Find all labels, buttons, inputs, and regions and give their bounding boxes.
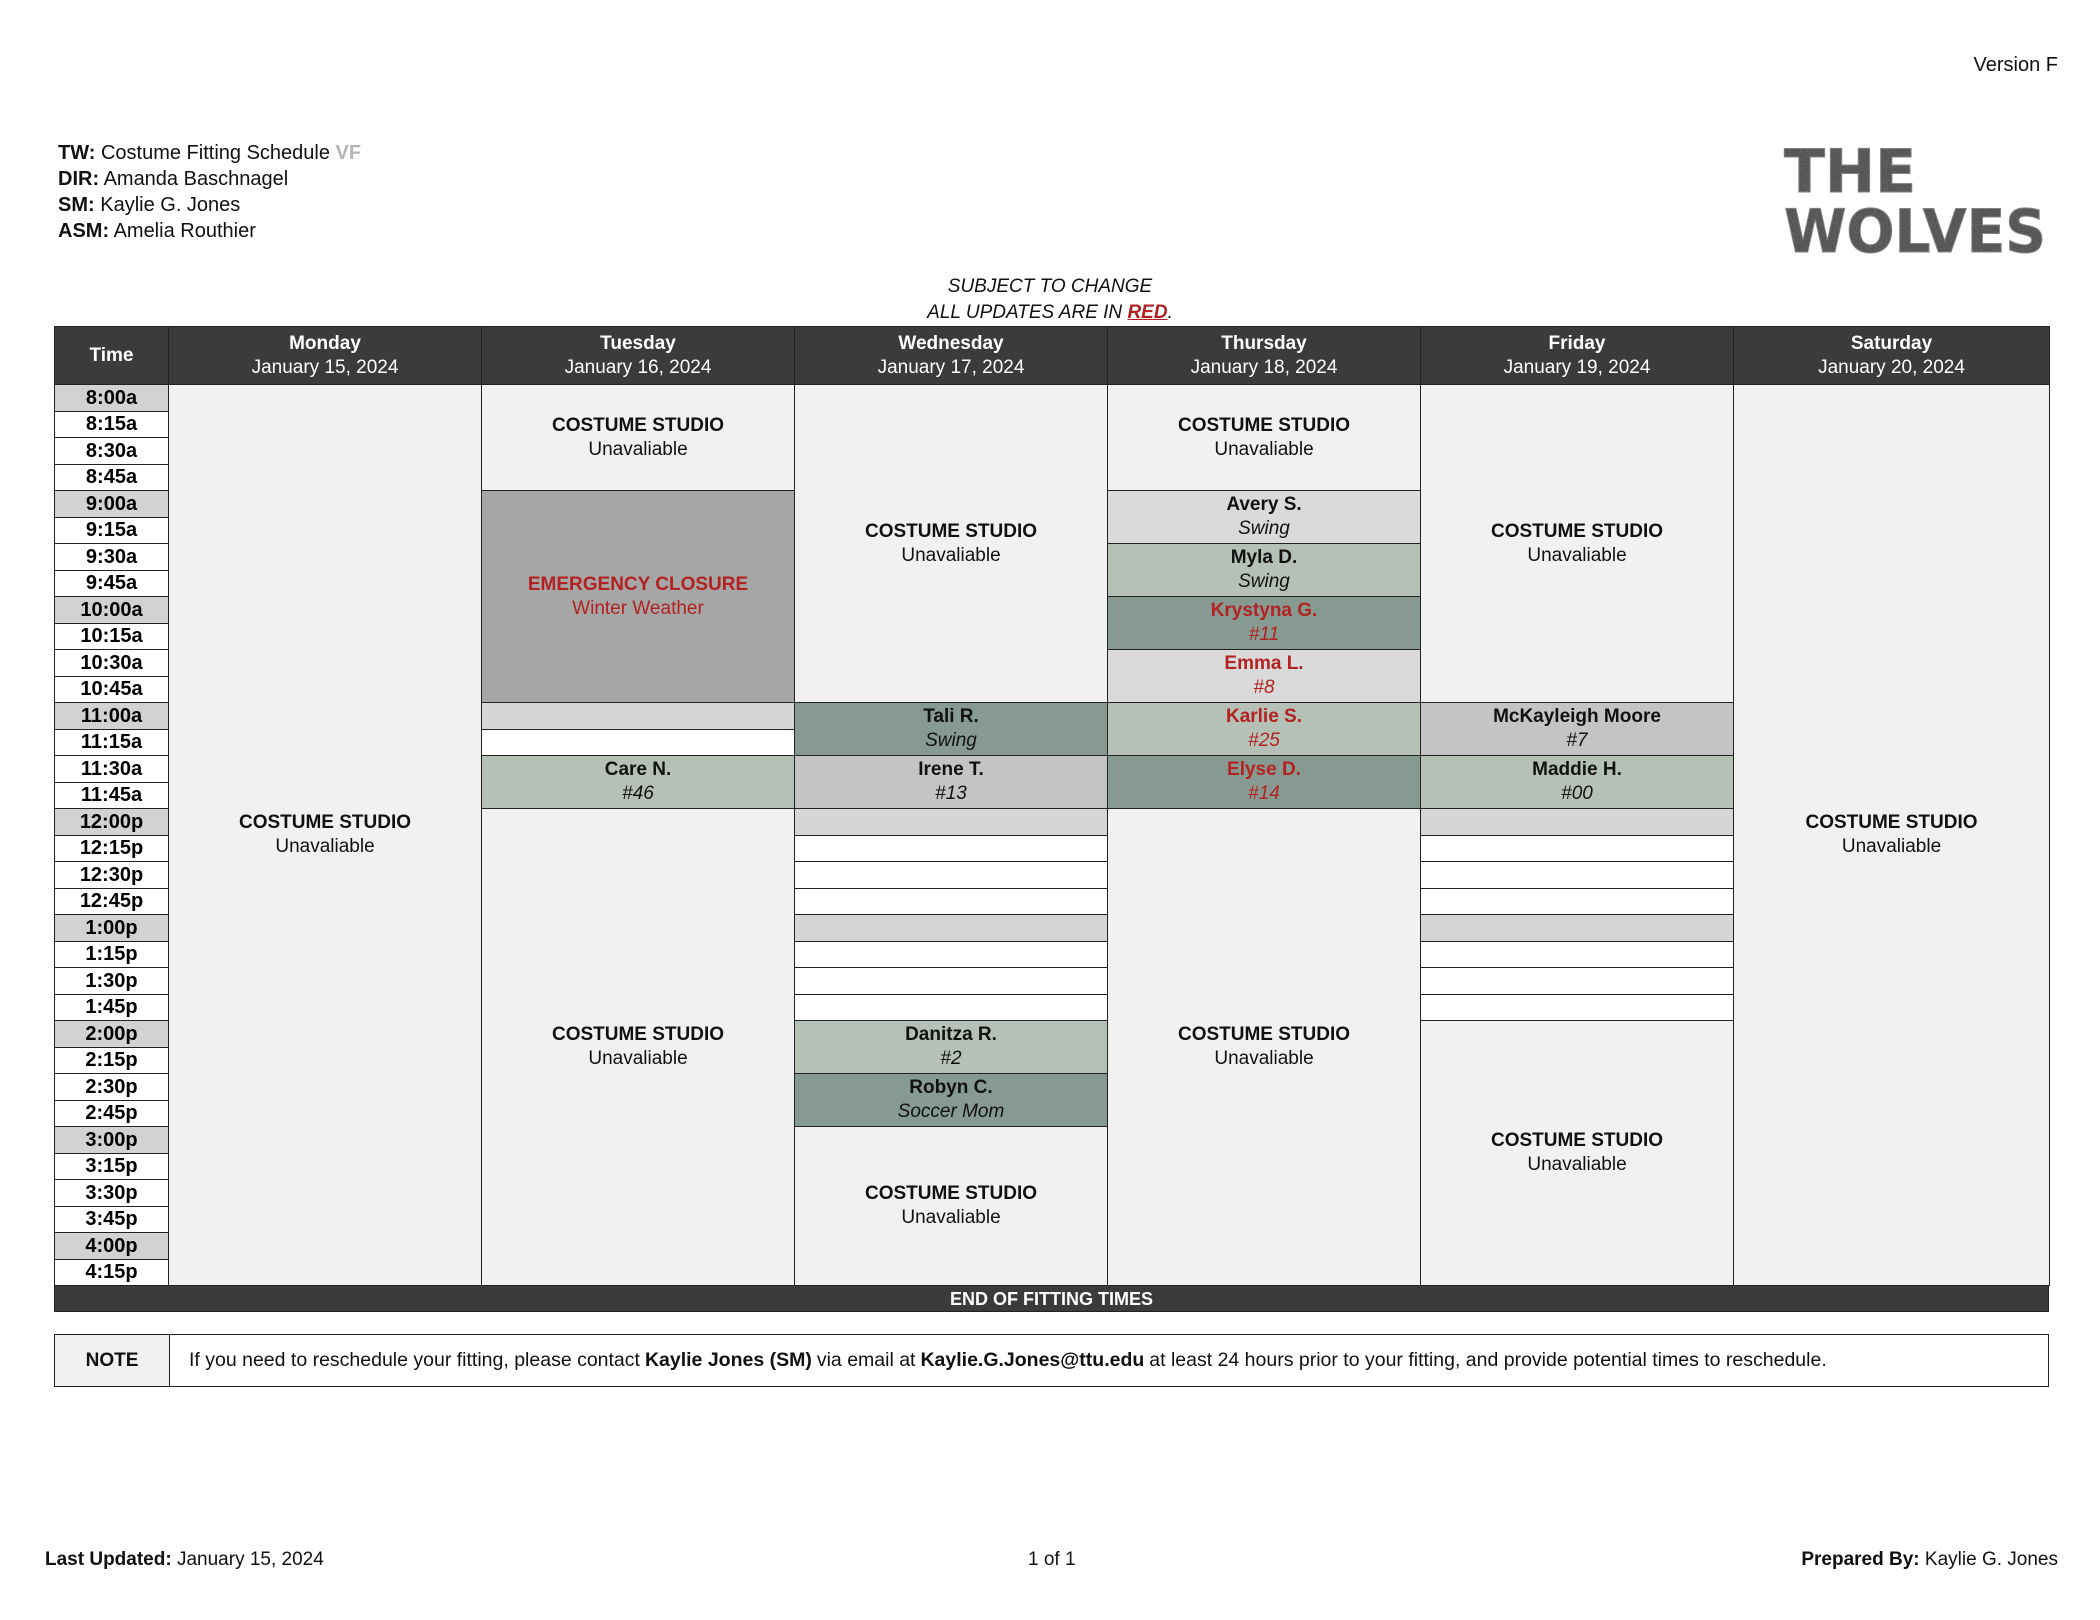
open-slot[interactable] [481,702,795,730]
block-detail: Swing [1238,571,1290,592]
block-name: COSTUME STUDIO [1490,1130,1664,1151]
day-header-wednesday [794,326,1108,385]
day-date: January 17, 2024 [877,356,1025,378]
block-detail: Unavaliable [1527,1154,1627,1175]
costume-studio-unavailable-block [168,384,482,1286]
time-slot: 9:30a [54,543,169,571]
block-detail: #25 [1248,730,1280,751]
block-name: Tali R. [923,706,979,727]
block-detail: Unavaliable [1841,836,1942,857]
block-name: Danitza R. [905,1024,997,1045]
the-wolves-logo [1782,140,2050,258]
costume-studio-unavailable-block [794,1126,1108,1286]
note-contact: Kaylie Jones (SM) [644,1349,812,1371]
block-name: COSTUME STUDIO [1805,812,1978,833]
time-slot: 10:15a [54,623,169,651]
fitting-appointment[interactable] [1107,755,1421,809]
tw-line: TW: Costume Fitting Schedule VF [58,142,362,164]
time-slot: 11:15a [54,729,169,757]
time-slot: 8:30a [54,437,169,465]
open-slot[interactable] [794,861,1108,889]
open-slot[interactable] [1420,914,1734,942]
sm-line: SM: Kaylie G. Jones [58,194,241,216]
day-header-monday [168,326,482,385]
page-number: 1 of 1 [1028,1549,1076,1570]
time-slot: 1:00p [54,914,169,942]
block-name: COSTUME STUDIO [864,520,1038,542]
block-detail: Swing [925,730,977,751]
open-slot[interactable] [794,888,1108,916]
block-name: COSTUME STUDIO [1490,520,1664,542]
time-slot: 10:45a [54,676,169,704]
fitting-appointment[interactable] [1420,702,1734,756]
block-name: Karlie S. [1225,706,1303,727]
version-label: Version F [1973,54,2058,76]
block-detail: Unavaliable [1214,1048,1314,1069]
time-slot: 9:00a [54,490,169,518]
block-name: COSTUME STUDIO [1177,1024,1351,1045]
costume-studio-unavailable-block [481,808,795,1286]
block-name: Care N. [604,759,672,780]
block-detail: #2 [940,1048,962,1069]
production-info [58,140,361,244]
block-name: COSTUME STUDIO [238,812,412,833]
open-slot[interactable] [794,967,1108,995]
block-detail: #7 [1566,730,1588,751]
open-slot[interactable] [1420,967,1734,995]
block-name: EMERGENCY CLOSURE [527,573,749,595]
open-slot[interactable] [794,941,1108,969]
block-name: COSTUME STUDIO [551,1024,725,1045]
costume-studio-unavailable-block [794,384,1108,703]
block-name: Irene T. [918,759,984,780]
block-detail: Swing [1238,518,1290,539]
time-slot: 2:00p [54,1020,169,1048]
time-slot: 10:00a [54,596,169,624]
time-slot: 9:45a [54,570,169,598]
day-name: Time [89,344,134,366]
day-name: Friday [1548,332,1606,354]
fitting-appointment[interactable] [1420,755,1734,809]
time-slot: 11:45a [54,782,169,810]
logo-line-2: WOLVES [1784,197,2046,258]
block-detail: Winter Weather [572,597,704,619]
time-slot: 12:00p [54,808,169,836]
block-detail: #11 [1248,624,1280,645]
open-slot[interactable] [794,835,1108,863]
open-slot[interactable] [794,914,1108,942]
fitting-appointment[interactable] [1107,543,1421,597]
fitting-schedule-grid [54,326,2049,1309]
fitting-appointment[interactable] [481,755,795,809]
day-name: Tuesday [600,332,676,354]
time-slot: 8:00a [54,384,169,412]
block-detail: Unavaliable [275,836,375,857]
last-updated: Last Updated: January 15, 2024 [45,1549,324,1570]
fitting-appointment[interactable] [1107,649,1421,703]
open-slot[interactable] [1420,888,1734,916]
open-slot[interactable] [1420,861,1734,889]
time-column-header [54,326,169,385]
time-slot: 1:45p [54,994,169,1022]
logo-line-1: THE [1784,140,1917,207]
time-slot: 3:30p [54,1179,169,1207]
block-name: Elyse D. [1227,759,1301,780]
block-detail: Soccer Mom [897,1101,1005,1122]
time-slot: 4:00p [54,1232,169,1260]
day-name: Thursday [1221,332,1307,354]
open-slot[interactable] [794,808,1108,836]
day-name: Saturday [1850,332,1933,354]
day-date: January 18, 2024 [1190,356,1338,378]
prepared-by: Prepared By: Kaylie G. Jones [1801,1549,2058,1570]
block-name: Maddie H. [1532,759,1622,780]
note-text: If you need to reschedule your fitting, please contact Kaylie Jones (SM) via email at Kaylie.G.Jones@ttu.edu at least 24 hours prior to your fitting, and provide potential times to reschedule. [189,1349,1827,1371]
time-slot: 3:15p [54,1153,169,1181]
block-detail: #14 [1248,783,1280,804]
block-detail: Unavaliable [1214,438,1314,460]
block-detail: #00 [1561,783,1593,804]
fitting-appointment[interactable] [1107,596,1421,650]
time-slot: 11:00a [54,702,169,730]
time-slot: 12:15p [54,835,169,863]
costume-studio-unavailable-block [1420,1020,1734,1286]
costume-studio-unavailable-block [1107,808,1421,1286]
day-name: Monday [289,332,361,354]
block-detail: Unavaliable [1527,544,1627,566]
day-header-tuesday [481,326,795,385]
subject-to-change-notice: SUBJECT TO CHANGE ALL UPDATES ARE IN RED. [927,276,1173,323]
time-slot: 10:30a [54,649,169,677]
costume-studio-unavailable-block [1107,384,1421,491]
day-name: Wednesday [898,332,1004,354]
open-slot[interactable] [1420,994,1734,1022]
costume-studio-unavailable-block [1733,384,2050,1286]
block-name: Krystyna G. [1210,600,1318,621]
block-detail: Unavaliable [588,438,688,460]
costume-studio-unavailable-block [481,384,795,491]
open-slot[interactable] [794,994,1108,1022]
block-detail: #8 [1253,677,1275,698]
day-date: January 20, 2024 [1818,356,1965,378]
time-slot: 3:45p [54,1206,169,1234]
fitting-appointment[interactable] [794,1020,1108,1074]
block-detail: Unavaliable [901,544,1001,566]
time-slot: 9:15a [54,517,169,545]
day-date: January 19, 2024 [1503,356,1651,378]
note-label: NOTE [55,1335,170,1386]
note-email[interactable]: Kaylie.G.Jones@ttu.edu [920,1349,1145,1371]
dir-line: DIR: Amanda Baschnagel [58,168,289,190]
day-header-saturday [1733,326,2050,385]
asm-line: ASM: Amelia Routhier [58,220,256,242]
block-detail: Unavaliable [901,1207,1001,1228]
time-slot: 1:30p [54,967,169,995]
time-slot: 11:30a [54,755,169,783]
time-slot: 2:30p [54,1073,169,1101]
time-slot: 8:45a [54,464,169,492]
fitting-appointment[interactable] [794,755,1108,809]
time-slot: 4:15p [54,1259,169,1287]
note-box [54,1334,2049,1387]
block-name: McKayleigh Moore [1493,706,1661,727]
block-detail: #13 [935,783,967,804]
day-date: January 15, 2024 [251,356,399,378]
fitting-appointment[interactable] [1107,702,1421,756]
block-detail: #46 [622,783,654,804]
block-detail: Unavaliable [588,1048,688,1069]
block-name: Myla D. [1230,547,1298,568]
block-name: COSTUME STUDIO [1177,414,1351,436]
block-name: Emma L. [1224,653,1304,674]
block-name: Robyn C. [909,1077,993,1098]
block-name: COSTUME STUDIO [864,1183,1038,1204]
costume-studio-unavailable-block [1420,384,1734,703]
open-slot[interactable] [1420,941,1734,969]
fitting-appointment[interactable] [794,702,1108,756]
open-slot[interactable] [481,729,795,757]
day-date: January 16, 2024 [564,356,712,378]
time-slot: 1:15p [54,941,169,969]
day-header-thursday [1107,326,1421,385]
day-header-friday [1420,326,1734,385]
time-slot: 12:30p [54,861,169,889]
fitting-appointment[interactable] [1107,490,1421,544]
time-slot: 8:15a [54,411,169,439]
fitting-appointment[interactable] [794,1073,1108,1127]
time-slot: 2:15p [54,1047,169,1075]
emergency-closure-block [481,490,795,703]
open-slot[interactable] [1420,835,1734,863]
end-of-fitting-times-bar: END OF FITTING TIMES [54,1285,2049,1312]
time-slot: 3:00p [54,1126,169,1154]
block-name: Avery S. [1226,494,1302,515]
time-slot: 2:45p [54,1100,169,1128]
open-slot[interactable] [1420,808,1734,836]
time-slot: 12:45p [54,888,169,916]
block-name: COSTUME STUDIO [551,414,725,436]
